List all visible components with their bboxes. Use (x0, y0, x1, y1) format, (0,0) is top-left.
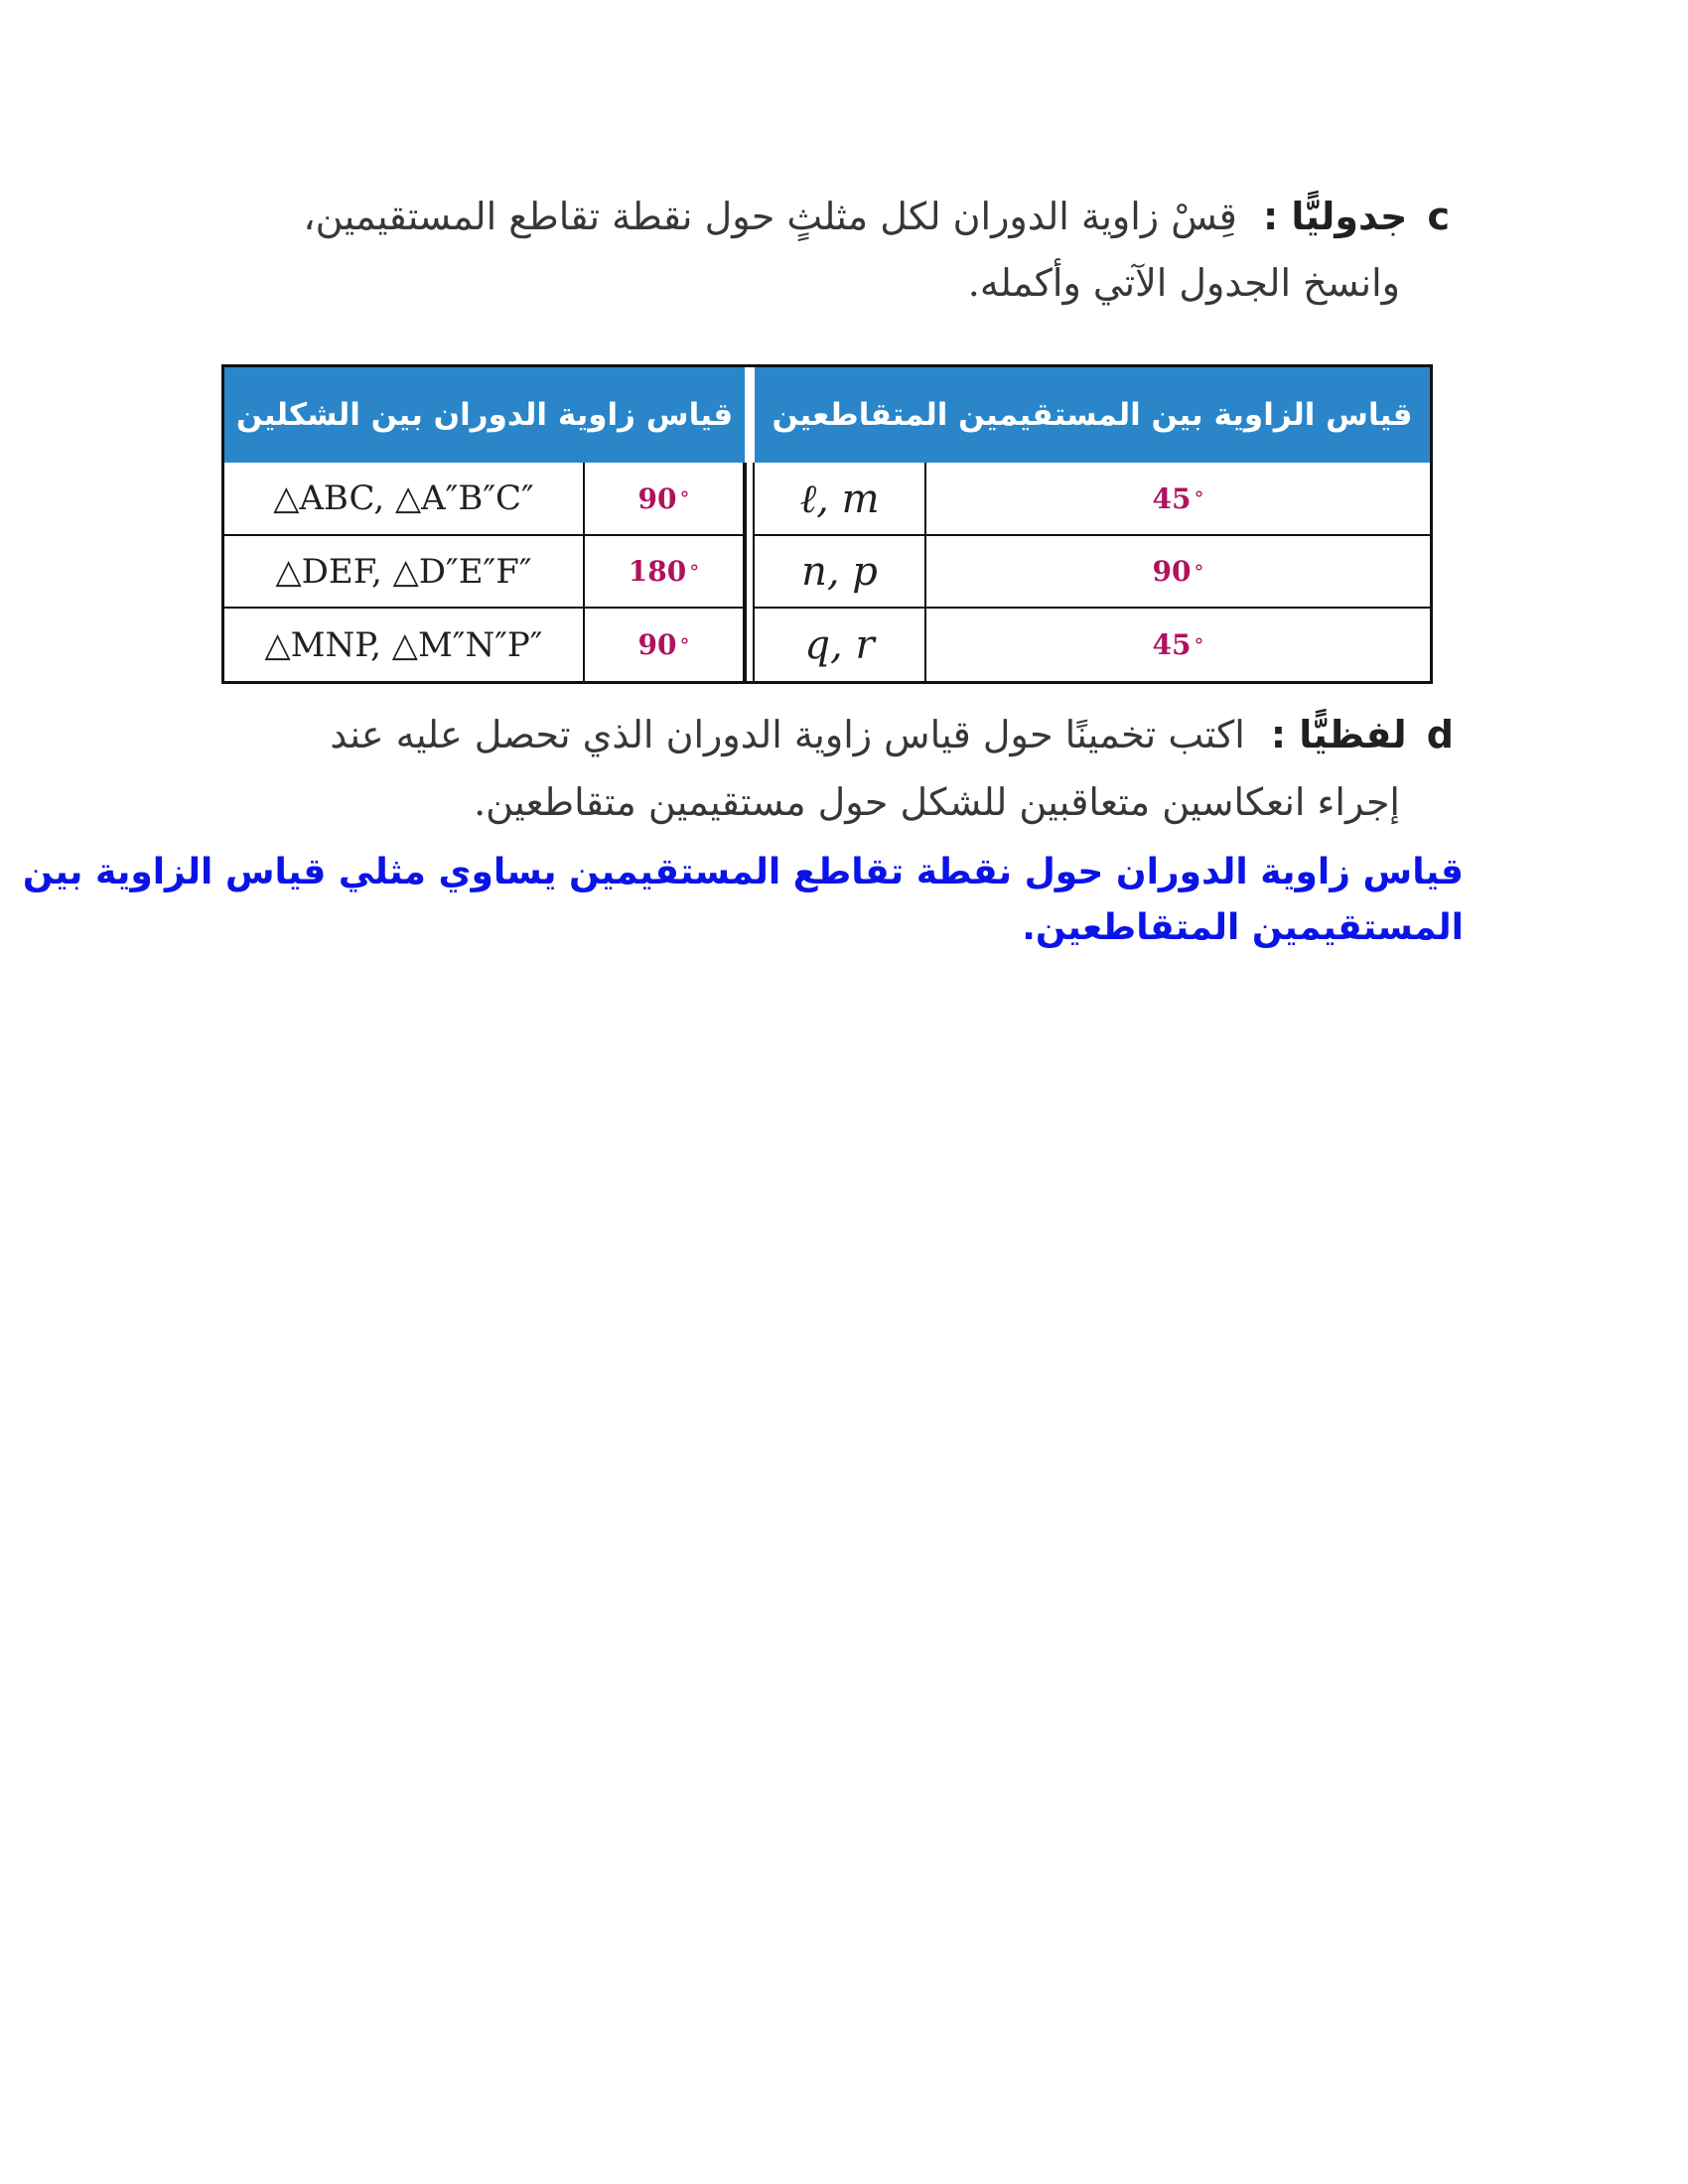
table-cell-rotation: 90 ° (585, 609, 745, 681)
table-cell-angle: 90 ° (926, 536, 1430, 609)
table-cell-lines: ℓ, m (755, 463, 926, 536)
question-c-text-2: وانسخ الجدول الآتي وأكمله. (967, 261, 1400, 305)
header-lines-angle: قياس الزاوية بين المستقيمين المتقاطعين (755, 367, 1430, 463)
table-cell-angle: 45 ° (1152, 628, 1204, 661)
table-cell-lines: n, p (755, 536, 926, 609)
question-d-line-1 (330, 713, 1454, 756)
question-c-text-1: قِسْ زاوية الدوران لكل مثلثٍ حول نقطة تقاطع المستقيمين، (303, 195, 1237, 238)
question-d-letter: d (1426, 713, 1454, 756)
header-divider (745, 367, 755, 463)
question-d-text-2: إجراء انعكاسين متعاقبين للشكل حول مستقيمين متقاطعين. (474, 780, 1400, 824)
table-cell-rotation: 180 ° (585, 536, 745, 609)
table-cell-triangles: △DEF, △D″E″F″ (224, 536, 585, 609)
table-cell-triangles: △ABC, △A″B″C″ (224, 463, 585, 536)
table-cell-rotation: 90 ° (585, 463, 745, 536)
question-c-line-2 (968, 261, 1400, 305)
answer-line-2: المستقيمين المتقاطعين. (1022, 907, 1464, 948)
question-c-line-1 (303, 195, 1450, 238)
table-cell-triangles: △MNP, △M″N″P″ (224, 609, 585, 681)
header-rotation-angle: قياس زاوية الدوران بين الشكلين (224, 367, 745, 463)
question-d-label: لفظيًّا : (1270, 713, 1407, 756)
question-d-text-1: اكتب تخمينًا حول قياس زاوية الدوران الذي تحصل عليه عند (330, 713, 1245, 756)
table-cell-angle: 45 ° (926, 463, 1430, 536)
column-group-divider (745, 463, 755, 681)
table-cell-lines: q, r (755, 609, 926, 681)
question-c-letter: c (1427, 195, 1450, 238)
answer-line-1: قياس زاوية الدوران حول نقطة تقاطع المستقيمين يساوي مثلي قياس الزاوية بين (22, 852, 1464, 892)
question-c-label: جدوليًّا : (1262, 195, 1408, 238)
question-d-line-2 (474, 780, 1400, 824)
angles-table (221, 364, 1433, 684)
